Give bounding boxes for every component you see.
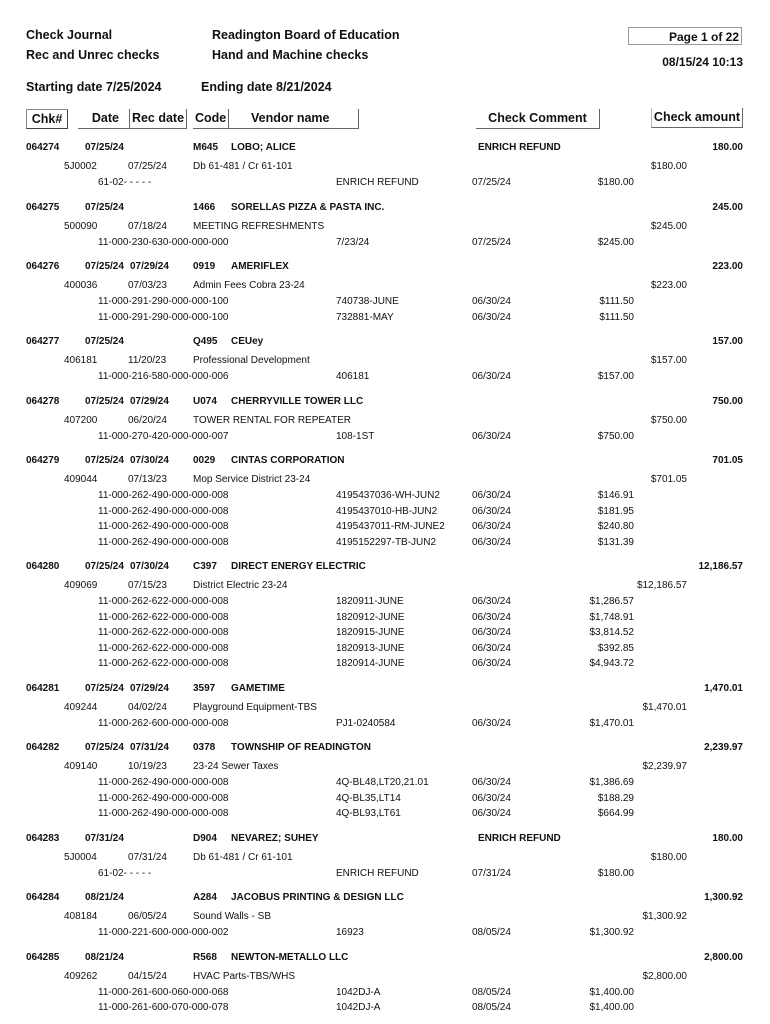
line-account: 11-000-261-600-070-000-078 — [98, 1002, 229, 1013]
report-subtitle: Rec and Unrec checks — [26, 48, 160, 62]
line-date: 06/30/24 — [472, 642, 511, 654]
check-number: 064279 — [26, 455, 60, 466]
invoice-date: 06/05/24 — [128, 911, 167, 922]
check-date: 07/25/24 — [85, 395, 124, 407]
line-account: 11-000-262-490-000-000-008 — [98, 490, 229, 501]
vendor-name: LOBO; ALICE — [231, 142, 296, 153]
check-amount: 157.00 — [712, 336, 743, 347]
vendor-code: C397 — [193, 561, 217, 572]
vendor-code: 0029 — [193, 455, 216, 466]
line-reference: PJ1-0240584 — [336, 717, 396, 729]
line-account: 11-000-261-600-060-000-068 — [98, 986, 229, 998]
line-account: 11-000-221-600-000-000-002 — [98, 927, 229, 938]
line-reference: 406181 — [336, 371, 370, 382]
vendor-code: R568 — [193, 951, 217, 963]
check-rec-date: 07/29/24 — [130, 261, 169, 272]
line-date: 06/30/24 — [472, 777, 511, 788]
line-date: 06/30/24 — [472, 658, 511, 669]
invoice-date: 07/31/24 — [128, 851, 167, 863]
column-header-rec-date: Rec date — [130, 109, 187, 129]
line-date: 06/30/24 — [472, 627, 511, 638]
column-header-comment: Check Comment — [476, 109, 600, 129]
check-amount: 1,470.01 — [704, 682, 743, 694]
column-header-code: Code — [193, 109, 229, 129]
invoice-po-number: 409262 — [64, 970, 98, 982]
line-reference: 740738-JUNE — [336, 296, 399, 307]
line-reference: 16923 — [336, 927, 364, 938]
invoice-description: Sound Walls - SB — [193, 911, 271, 922]
check-date: 07/25/24 — [85, 682, 124, 694]
invoice-date: 07/25/24 — [128, 161, 167, 172]
vendor-name: DIRECT ENERGY ELECTRIC — [231, 561, 366, 572]
line-date: 06/30/24 — [472, 808, 511, 819]
invoice-amount: $157.00 — [650, 355, 687, 366]
vendor-name: NEVAREZ; SUHEY — [231, 832, 319, 844]
line-reference: 7/23/24 — [336, 236, 370, 248]
invoice-amount: $180.00 — [650, 851, 687, 863]
invoice-date: 04/15/24 — [128, 970, 167, 982]
line-amount: $180.00 — [597, 867, 634, 879]
line-reference: 4195437011-RM-JUNE2 — [336, 521, 445, 532]
check-date: 07/31/24 — [85, 832, 124, 844]
line-reference: 4Q-BL35,LT14 — [336, 792, 401, 804]
line-reference: 732881-MAY — [336, 311, 394, 323]
line-date: 06/30/24 — [472, 311, 511, 323]
line-amount: $240.80 — [597, 521, 634, 532]
check-number: 064282 — [26, 742, 60, 753]
invoice-date: 04/02/24 — [128, 701, 167, 713]
check-comment: ENRICH REFUND — [478, 142, 561, 153]
invoice-date: 07/13/23 — [128, 474, 167, 485]
line-account: 11-000-230-630-000-000-000 — [98, 236, 229, 248]
invoice-date: 06/20/24 — [128, 414, 167, 426]
line-amount: $157.00 — [597, 371, 634, 382]
column-header-amount: Check amount — [651, 108, 743, 128]
check-rec-date: 07/29/24 — [130, 395, 169, 407]
invoice-description: Mop Service District 23-24 — [193, 474, 311, 485]
line-amount: $392.85 — [597, 642, 634, 654]
invoice-amount: $1,470.01 — [642, 701, 687, 713]
check-date: 07/25/24 — [85, 201, 124, 213]
line-reference: 108-1ST — [336, 430, 375, 442]
line-reference: 4Q-BL93,LT61 — [336, 808, 401, 819]
check-rec-date: 07/30/24 — [130, 455, 169, 466]
line-amount: $1,400.00 — [589, 1002, 634, 1013]
line-date: 08/05/24 — [472, 927, 511, 938]
invoice-po-number: 409069 — [64, 580, 98, 591]
check-amount: 2,239.97 — [704, 742, 743, 753]
line-date: 06/30/24 — [472, 371, 511, 382]
line-amount: $664.99 — [597, 808, 634, 819]
line-date: 06/30/24 — [472, 505, 511, 517]
line-reference: 4195437010-HB-JUN2 — [336, 505, 438, 517]
vendor-name: CEUey — [231, 336, 264, 347]
invoice-amount: $12,186.57 — [636, 580, 687, 591]
invoice-description: Db 61-481 / Cr 61-101 — [193, 851, 293, 863]
starting-date: Starting date 7/25/2024 — [26, 80, 162, 94]
print-timestamp: 08/15/24 10:13 — [662, 55, 743, 69]
line-amount: $750.00 — [597, 430, 634, 442]
report-title: Check Journal — [26, 28, 113, 42]
invoice-amount: $245.00 — [650, 220, 687, 232]
invoice-date: 11/20/23 — [128, 355, 167, 366]
line-reference: 1042DJ-A — [336, 986, 381, 998]
check-comment: ENRICH REFUND — [478, 832, 561, 844]
line-account: 11-000-291-290-000-000-100 — [98, 296, 229, 307]
line-amount: $1,386.69 — [589, 777, 634, 788]
line-amount: $245.00 — [597, 236, 634, 248]
check-number: 064285 — [26, 951, 60, 963]
check-amount: 12,186.57 — [698, 561, 743, 572]
invoice-date: 07/03/23 — [128, 280, 167, 291]
line-account: 11-000-262-490-000-000-008 — [98, 777, 229, 788]
invoice-amount: $2,239.97 — [642, 761, 687, 772]
line-amount: $3,814.52 — [589, 627, 634, 638]
line-reference: 1820913-JUNE — [336, 642, 405, 654]
check-date: 07/25/24 — [85, 742, 124, 753]
line-date: 08/05/24 — [472, 1002, 511, 1013]
invoice-description: Professional Development — [193, 355, 310, 366]
line-date: 06/30/24 — [472, 596, 511, 607]
line-reference: 4Q-BL48,LT20,21.01 — [336, 777, 429, 788]
invoice-po-number: 500090 — [64, 220, 98, 232]
vendor-code: Q495 — [193, 336, 218, 347]
check-number: 064283 — [26, 832, 60, 844]
invoice-date: 07/18/24 — [128, 220, 167, 232]
line-amount: $4,943.72 — [589, 658, 634, 669]
check-amount: 1,300.92 — [704, 892, 743, 903]
line-amount: $1,400.00 — [589, 986, 634, 998]
vendor-code: 1466 — [193, 201, 216, 213]
line-amount: $188.29 — [597, 792, 634, 804]
column-header-chk: Chk# — [26, 109, 68, 129]
line-reference: ENRICH REFUND — [336, 867, 419, 879]
line-amount: $131.39 — [597, 536, 634, 548]
invoice-amount: $180.00 — [650, 161, 687, 172]
line-account: 11-000-262-622-000-000-008 — [98, 658, 229, 669]
invoice-po-number: 400036 — [64, 280, 98, 291]
vendor-code: D904 — [193, 832, 217, 844]
line-date: 06/30/24 — [472, 430, 511, 442]
organization-subtitle: Hand and Machine checks — [212, 48, 369, 62]
check-amount: 750.00 — [712, 395, 743, 407]
line-date: 06/30/24 — [472, 717, 511, 729]
check-number: 064276 — [26, 261, 60, 272]
line-date: 07/25/24 — [472, 177, 511, 188]
check-date: 08/21/24 — [85, 951, 124, 963]
check-amount: 701.05 — [712, 455, 743, 466]
check-number: 064281 — [26, 682, 60, 694]
invoice-description: HVAC Parts-TBS/WHS — [193, 970, 296, 982]
invoice-description: Db 61-481 / Cr 61-101 — [193, 161, 293, 172]
vendor-name: TOWNSHIP OF READINGTON — [231, 742, 372, 753]
vendor-code: 0919 — [193, 261, 216, 272]
invoice-description: Admin Fees Cobra 23-24 — [193, 280, 305, 291]
line-amount: $111.50 — [599, 296, 634, 307]
vendor-name: JACOBUS PRINTING & DESIGN LLC — [231, 892, 404, 903]
check-amount: 245.00 — [712, 201, 743, 213]
vendor-code: 3597 — [193, 682, 216, 694]
vendor-name: CINTAS CORPORATION — [231, 455, 345, 466]
check-number: 064275 — [26, 201, 60, 213]
invoice-po-number: 409044 — [64, 474, 98, 485]
ending-date: Ending date 8/21/2024 — [201, 80, 332, 94]
check-date: 08/21/24 — [85, 892, 124, 903]
line-account: 11-000-262-490-000-000-008 — [98, 536, 229, 548]
line-date: 06/30/24 — [472, 536, 511, 548]
check-date: 07/25/24 — [85, 142, 124, 153]
column-header-vendor: Vendor name — [229, 109, 359, 129]
vendor-name: GAMETIME — [231, 682, 285, 694]
invoice-date: 07/15/23 — [128, 580, 167, 591]
check-number: 064280 — [26, 561, 60, 572]
line-amount: $1,286.57 — [589, 596, 634, 607]
line-date: 06/30/24 — [472, 611, 511, 623]
check-number: 064277 — [26, 336, 60, 347]
line-reference: 4195437036-WH-JUN2 — [336, 490, 440, 501]
line-reference: 1820914-JUNE — [336, 658, 405, 669]
invoice-po-number: 409244 — [64, 701, 98, 713]
check-number: 064274 — [26, 142, 60, 153]
line-account: 61-02- - - - - — [98, 867, 152, 879]
line-amount: $111.50 — [599, 311, 634, 323]
line-date: 07/31/24 — [472, 867, 511, 879]
check-rec-date: 07/29/24 — [130, 682, 169, 694]
line-account: 61-02- - - - - — [98, 177, 152, 188]
invoice-amount: $2,800.00 — [642, 970, 687, 982]
invoice-po-number: 5J0004 — [64, 851, 97, 863]
vendor-name: NEWTON-METALLO LLC — [231, 951, 349, 963]
invoice-description: District Electric 23-24 — [193, 580, 288, 591]
check-number: 064278 — [26, 395, 60, 407]
line-account: 11-000-291-290-000-000-100 — [98, 311, 229, 323]
line-amount: $1,470.01 — [589, 717, 634, 729]
line-date: 06/30/24 — [472, 521, 511, 532]
line-account: 11-000-270-420-000-000-007 — [98, 430, 229, 442]
vendor-code: U074 — [193, 395, 217, 407]
vendor-code: A284 — [193, 892, 217, 903]
line-account: 11-000-262-600-000-000-008 — [98, 717, 229, 729]
check-rec-date: 07/31/24 — [130, 742, 169, 753]
check-number: 064284 — [26, 892, 60, 903]
organization-name: Readington Board of Education — [212, 28, 400, 42]
invoice-po-number: 5J0002 — [64, 161, 97, 172]
check-amount: 223.00 — [712, 261, 743, 272]
vendor-name: AMERIFLEX — [231, 261, 289, 272]
check-amount: 2,800.00 — [704, 951, 743, 963]
vendor-code: 0378 — [193, 742, 216, 753]
line-amount: $146.91 — [597, 490, 634, 501]
check-date: 07/25/24 — [85, 336, 124, 347]
invoice-description: MEETING REFRESHMENTS — [193, 220, 325, 232]
check-date: 07/25/24 — [85, 455, 124, 466]
invoice-po-number: 408184 — [64, 911, 98, 922]
line-reference: 1820912-JUNE — [336, 611, 405, 623]
line-reference: 1042DJ-A — [336, 1002, 381, 1013]
line-reference: 1820915-JUNE — [336, 627, 405, 638]
line-account: 11-000-262-490-000-000-008 — [98, 808, 229, 819]
check-amount: 180.00 — [712, 832, 743, 844]
invoice-po-number: 409140 — [64, 761, 98, 772]
line-amount: $1,748.91 — [589, 611, 634, 623]
line-date: 06/30/24 — [472, 792, 511, 804]
line-account: 11-000-262-622-000-000-008 — [98, 642, 229, 654]
check-rec-date: 07/30/24 — [130, 561, 169, 572]
invoice-po-number: 406181 — [64, 355, 98, 366]
invoice-date: 10/19/23 — [128, 761, 167, 772]
check-amount: 180.00 — [712, 142, 743, 153]
invoice-amount: $701.05 — [650, 474, 687, 485]
invoice-amount: $1,300.92 — [642, 911, 687, 922]
line-account: 11-000-262-622-000-000-008 — [98, 611, 229, 623]
vendor-name: CHERRYVILLE TOWER LLC — [231, 395, 364, 407]
line-account: 11-000-216-580-000-000-006 — [98, 371, 229, 382]
vendor-name: SORELLAS PIZZA & PASTA INC. — [231, 201, 385, 213]
line-reference: 4195152297-TB-JUN2 — [336, 536, 437, 548]
invoice-description: 23-24 Sewer Taxes — [193, 761, 279, 772]
line-date: 06/30/24 — [472, 490, 511, 501]
page-number: Page 1 of 22 — [628, 27, 742, 45]
line-account: 11-000-262-622-000-000-008 — [98, 627, 229, 638]
line-date: 08/05/24 — [472, 986, 511, 998]
invoice-po-number: 407200 — [64, 414, 98, 426]
vendor-code: M645 — [193, 142, 219, 153]
line-account: 11-000-262-622-000-000-008 — [98, 596, 229, 607]
invoice-amount: $223.00 — [650, 280, 687, 291]
check-date: 07/25/24 — [85, 561, 124, 572]
invoice-amount: $750.00 — [650, 414, 687, 426]
line-date: 07/25/24 — [472, 236, 511, 248]
line-reference: ENRICH REFUND — [336, 177, 419, 188]
line-amount: $1,300.92 — [589, 927, 634, 938]
line-date: 06/30/24 — [472, 296, 511, 307]
line-account: 11-000-262-490-000-000-008 — [98, 792, 229, 804]
invoice-description: Playground Equipment-TBS — [193, 701, 317, 713]
line-account: 11-000-262-490-000-000-008 — [98, 521, 229, 532]
line-amount: $180.00 — [597, 177, 634, 188]
line-reference: 1820911-JUNE — [336, 596, 404, 607]
line-amount: $181.95 — [597, 505, 634, 517]
column-header-date: Date — [78, 109, 130, 129]
line-account: 11-000-262-490-000-000-008 — [98, 505, 229, 517]
check-date: 07/25/24 — [85, 261, 124, 272]
invoice-description: TOWER RENTAL FOR REPEATER — [193, 414, 351, 426]
